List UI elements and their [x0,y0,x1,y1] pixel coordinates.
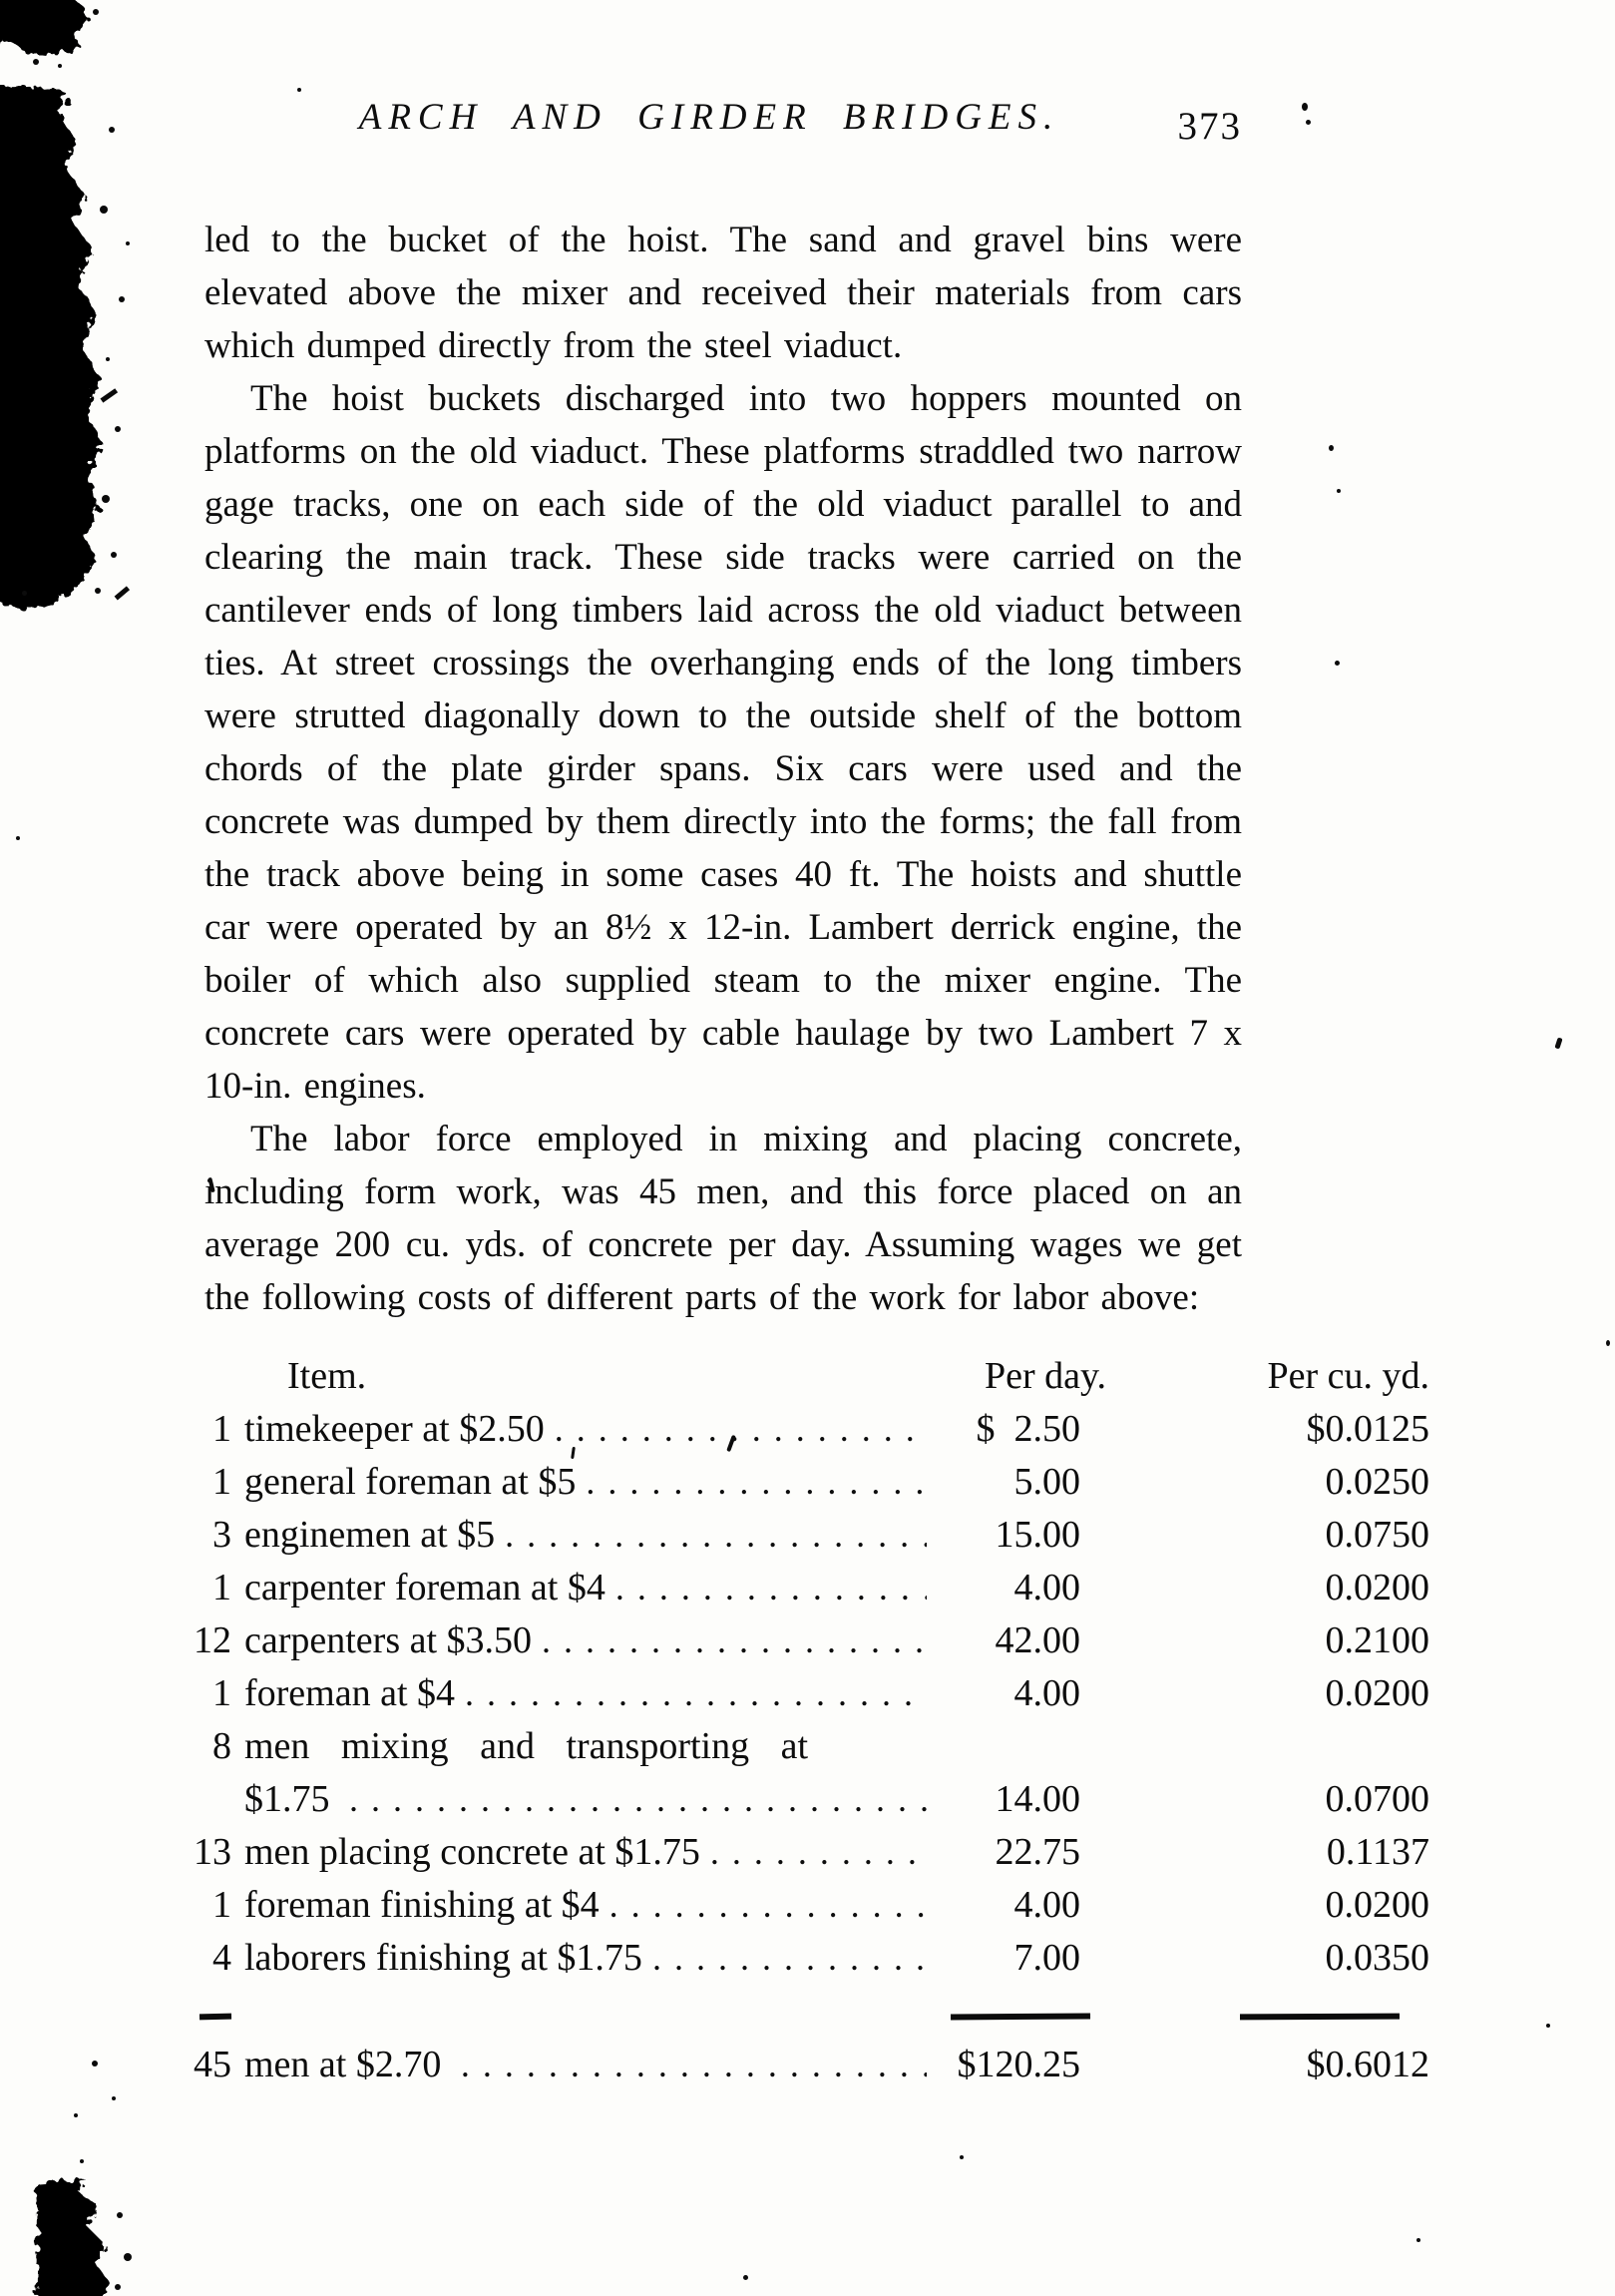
ink-speck [297,88,301,92]
column-header-item: Item. [287,1355,367,1397]
total-per-day: $120.25 [957,2044,1080,2085]
table-row-general-foreman [188,1456,1429,1509]
column-header-per-cu-yd: Per cu. yd. [1267,1355,1429,1397]
table-row-carpenter-foreman [188,1562,1429,1614]
dot-leader [615,1562,927,1614]
row-label: timekeeper at $2.50 [244,1408,545,1450]
row-qty: 8 [212,1725,231,1767]
row-per-day: 5.00 [1013,1461,1080,1503]
divider-rule [200,2013,231,2020]
divider-rule [1240,2013,1400,2020]
divider-per-cu-yd-cell [1240,1982,1429,2035]
row-per-day: 15.00 [995,1514,1080,1556]
total-label: men at $2.70 [244,2044,451,2085]
row-label: foreman at $4 [244,1672,456,1714]
table-header-row [188,1350,1429,1403]
running-head-title: ARCH AND GIRDER BRIDGES. [358,97,1060,138]
row-per-day: 14.00 [995,1778,1080,1820]
row-per-cu-yd: 0.0700 [1325,1778,1429,1820]
table-row-timekeeper [188,1403,1429,1456]
table-row-men-placing [188,1826,1429,1879]
row-label: foreman finishing at $4 [244,1884,600,1926]
dot-leader [609,1879,927,1932]
dot-leader [555,1403,927,1456]
row-qty: 1 [212,1672,231,1714]
row-qty: 1 [212,1567,231,1608]
table-row-men-mixing-line1 [188,1720,1429,1773]
ink-speck [22,591,27,596]
column-header-per-day: Per day. [984,1355,1106,1397]
dot-leader [465,1667,927,1720]
dot-leader [652,1932,927,1985]
row-per-cu-yd: 0.0250 [1325,1461,1429,1503]
table-row-laborers-finishing [188,1932,1429,1985]
labor-cost-table [188,1350,1429,2091]
row-label: carpenters at $3.50 [244,1619,533,1661]
row-qty: 12 [194,1619,231,1661]
dot-leader [461,2039,927,2091]
row-qty: 4 [212,1937,231,1979]
row-qty: 3 [212,1514,231,1556]
row-per-cu-yd: 0.1137 [1326,1831,1429,1873]
ink-speck [1554,1037,1562,1049]
dot-leader [542,1614,927,1667]
row-label: laborers finishing at $1.75 [244,1937,642,1979]
total-per-cu-yd: $0.6012 [1306,2044,1429,2085]
dot-leader [505,1509,927,1562]
row-label: general foreman at $5 [244,1461,577,1503]
total-qty: 45 [194,2044,231,2085]
divider-rule [951,2013,1090,2020]
row-qty: 1 [212,1408,231,1450]
row-per-day: 4.00 [1013,1884,1080,1926]
row-per-day: 7.00 [1013,1937,1080,1979]
ink-speck [1329,445,1334,451]
ink-speck [1546,2024,1550,2028]
row-per-cu-yd: 0.0200 [1325,1884,1429,1926]
table-row-men-mixing-line2 [188,1773,1429,1826]
ink-speck [16,836,20,840]
divider-per-day-cell [931,1982,1080,2035]
ink-speck [743,2275,748,2280]
row-qty: 13 [194,1831,231,1873]
divider-qty-cell [188,1982,231,2035]
row-per-cu-yd: $0.0125 [1306,1408,1429,1450]
page-content [194,96,1429,2091]
row-label: $1.75 [244,1778,339,1820]
table-row-foreman [188,1667,1429,1720]
row-per-day: 22.75 [995,1831,1080,1873]
row-per-cu-yd: 0.2100 [1325,1619,1429,1661]
row-per-day: 42.00 [995,1619,1080,1661]
ink-speck [1302,103,1308,111]
ink-speck [960,2155,964,2159]
ink-blob-top [0,0,89,56]
row-per-cu-yd: 0.0200 [1325,1567,1429,1608]
table-row-enginemen [188,1509,1429,1562]
table-row-carpenters [188,1614,1429,1667]
ink-speck [1606,1340,1610,1346]
dot-leader [349,1773,927,1826]
row-label: enginemen at $5 [244,1514,496,1556]
page-header [204,96,1242,156]
row-label: men mixing and transporting at [244,1725,809,1767]
dot-leader [710,1826,927,1879]
paragraph-1: led to the bucket of the hoist. The sand and gravel bins were elevated above the mixer and received their materials from cars which dumped directly from the steel viaduct. [204,220,1242,366]
row-per-cu-yd: 0.0750 [1325,1514,1429,1556]
row-per-day: $ 2.50 [976,1408,1080,1450]
ink-speck [1337,489,1341,493]
row-per-cu-yd: 0.0200 [1325,1672,1429,1714]
ink-speck [1416,2238,1420,2242]
table-total-row [188,2039,1429,2091]
row-label: men placing concrete at $1.75 [244,1831,700,1873]
ink-speck [1306,120,1311,125]
row-per-cu-yd: 0.0350 [1325,1937,1429,1979]
table-row-foreman-finishing [188,1879,1429,1932]
paragraph-3: The labor force employed in mixing and placing concrete, including form work, was 45 men, and this force placed on an average 200 cu. yds. of concrete per day. Assuming wages we get the following costs of different parts of the work for labor above: [204,1119,1242,1318]
page-number: 373 [1177,105,1242,148]
ink-blob-strip [0,87,102,611]
row-per-day: 4.00 [1013,1567,1080,1608]
row-qty: 1 [212,1461,231,1503]
row-per-day: 4.00 [1013,1672,1080,1714]
table-divider-row [188,1985,1429,2031]
dot-leader [586,1456,927,1509]
paragraph-2: The hoist buckets discharged into two hoppers mounted on platforms on the old viaduct. These platforms straddled two narrow gage tracks, one on each side of the old viaduct parallel to and clearing the main track. These side tracks were carried on the cantilever ends of long timbers laid across the old viaduct between ties. At street crossings the overhanging ends of the long timbers were strutted diagonally down to the outside shelf of the bottom chords of the plate girder spans. Six cars were used and the concrete was dumped by them directly into the forms; the fall from the track above being in some cases 40 ft. The hoists and shuttle car were operated by an 8½ x 12-in. Lambert derrick engine, the boiler of which also supplied steam to the mixer engine. The concrete cars were operated by cable haulage by two Lambert 7 x 10-in. engines. [204,378,1242,1107]
row-qty: 1 [212,1884,231,1926]
ink-blob-bottom [36,2179,110,2296]
row-label: carpenter foreman at $4 [244,1567,606,1608]
ink-speck [1335,661,1340,666]
